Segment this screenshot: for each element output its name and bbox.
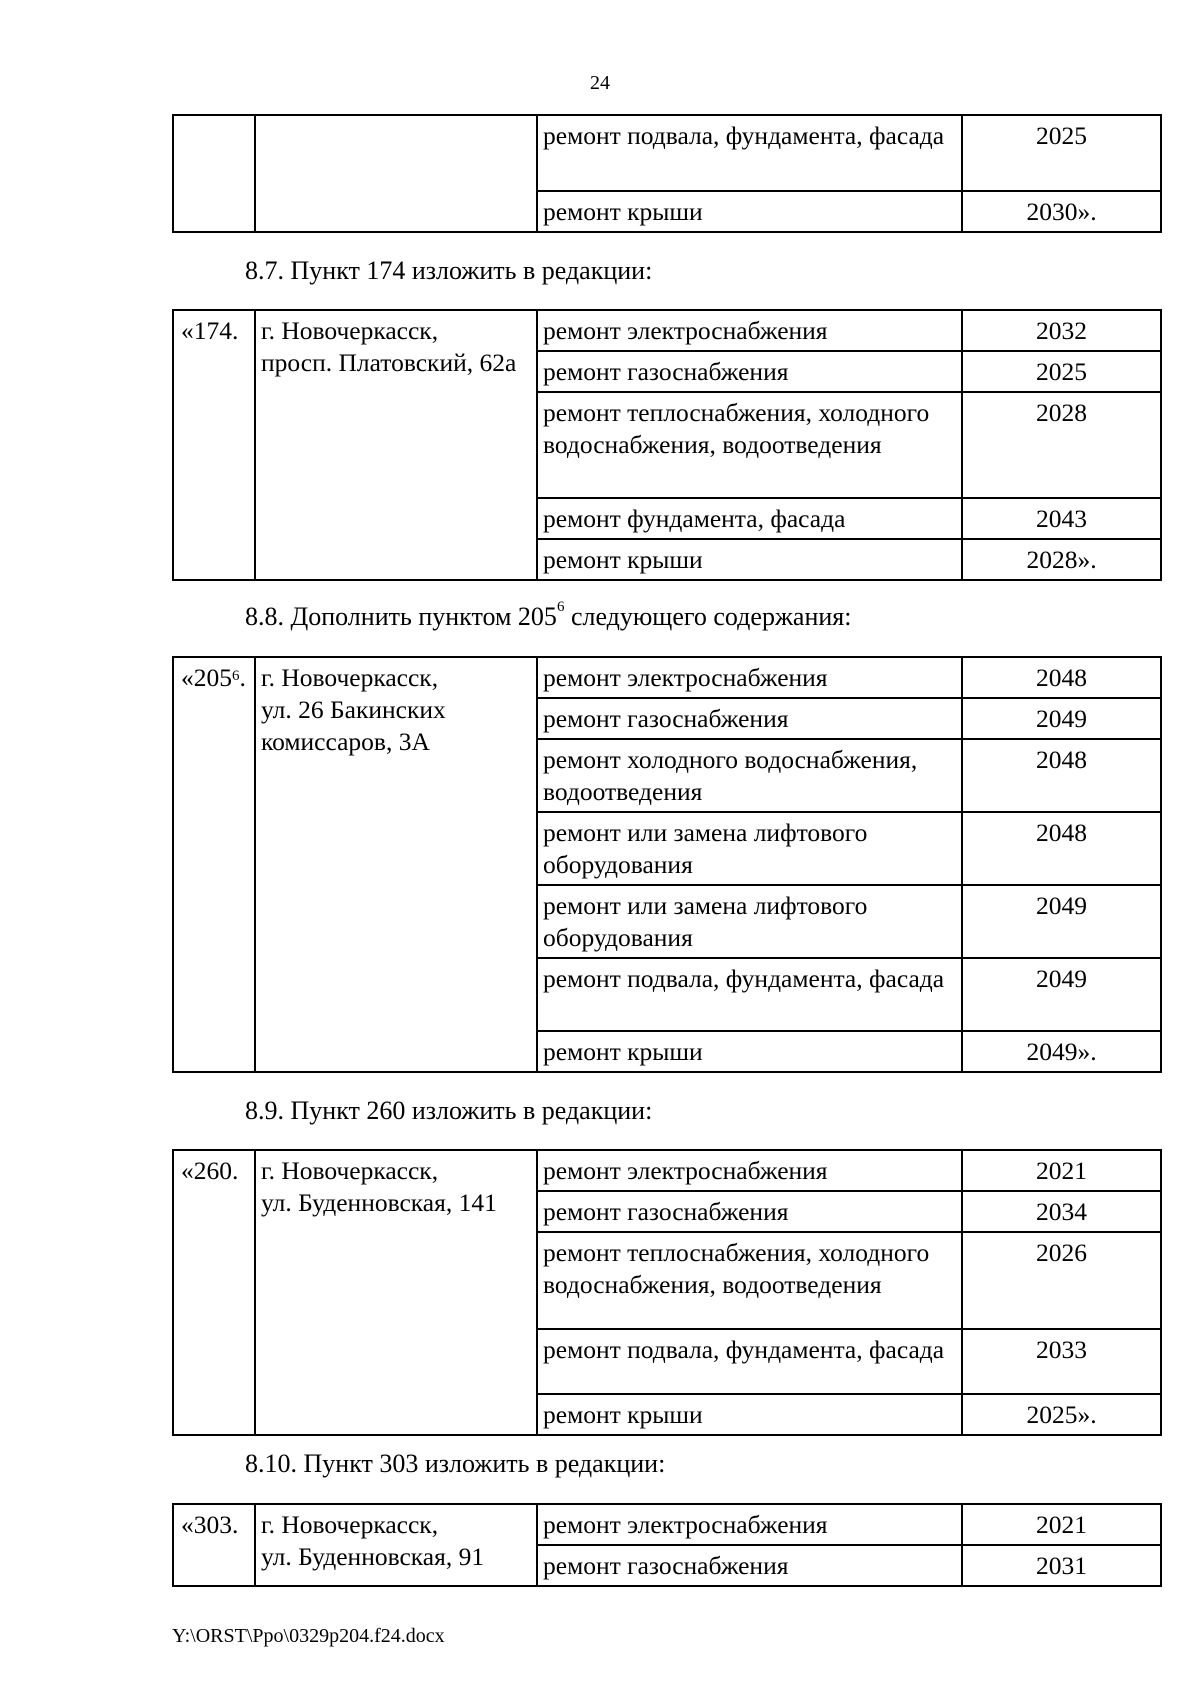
work-cell: ремонт или замена лифтового оборудования	[537, 812, 962, 885]
work-cell: ремонт теплоснабжения, холодного водоснабжения, водоотведения	[537, 392, 962, 498]
section-heading-8-10: 8.10. Пункт 303 изложить в редакции:	[245, 1449, 666, 1478]
schedule-table-303	[172, 1503, 1162, 1587]
work-cell: ремонт подвала, фундамента, фасада	[537, 1329, 962, 1394]
item-number-cell: «303.	[173, 1504, 255, 1586]
work-cell: ремонт газоснабжения	[537, 1191, 962, 1232]
year-cell: 2021	[962, 1150, 1161, 1191]
work-cell: ремонт подвала, фундамента, фасада	[537, 958, 962, 1031]
work-cell: ремонт крыши	[537, 191, 962, 232]
year-cell: 2030».	[962, 191, 1161, 232]
address-cell: г. Новочеркасск, просп. Платовский, 62а	[255, 310, 537, 580]
work-cell: ремонт электроснабжения	[537, 310, 962, 351]
heading-text: 8.8. Дополнить пунктом 205	[245, 602, 557, 631]
address-cell	[255, 115, 537, 232]
year-cell: 2025».	[962, 1394, 1161, 1435]
year-cell: 2031	[962, 1545, 1161, 1586]
year-cell: 2034	[962, 1191, 1161, 1232]
work-cell: ремонт теплоснабжения, холодного водоснабжения, водоотведения	[537, 1232, 962, 1329]
work-cell: ремонт фундамента, фасада	[537, 498, 962, 539]
address-cell: г. Новочеркасск, ул. Буденновская, 141	[255, 1150, 537, 1435]
year-cell: 2043	[962, 498, 1161, 539]
work-cell: ремонт крыши	[537, 1394, 962, 1435]
schedule-table-260	[172, 1149, 1162, 1436]
page-number: 24	[590, 72, 610, 94]
work-cell: ремонт холодного водоснабжения, водоотведения	[537, 739, 962, 812]
year-cell: 2021	[962, 1504, 1161, 1545]
item-number-dot: .	[239, 663, 246, 692]
year-cell: 2049».	[962, 1031, 1161, 1072]
address-cell: г. Новочеркасск, ул. 26 Бакинских комиссаров, 3А	[255, 657, 537, 1072]
year-cell: 2026	[962, 1232, 1161, 1329]
year-cell: 2048	[962, 812, 1161, 885]
work-cell: ремонт газоснабжения	[537, 1545, 962, 1586]
table-row	[173, 1150, 1161, 1191]
table-row	[173, 657, 1161, 698]
work-cell: ремонт крыши	[537, 539, 962, 580]
heading-text: следующего содержания:	[564, 602, 852, 631]
item-number-cell	[173, 657, 255, 1072]
work-cell: ремонт электроснабжения	[537, 1150, 962, 1191]
superscript: 6	[556, 599, 565, 615]
year-cell: 2025	[962, 351, 1161, 392]
work-cell: ремонт или замена лифтового оборудования	[537, 885, 962, 958]
item-number: «205	[181, 663, 232, 692]
schedule-table-205-6	[172, 656, 1162, 1073]
year-cell: 2032	[962, 310, 1161, 351]
year-cell: 2048	[962, 657, 1161, 698]
year-cell: 2028	[962, 392, 1161, 498]
item-number-cell	[173, 115, 255, 232]
work-cell: ремонт газоснабжения	[537, 351, 962, 392]
year-cell: 2033	[962, 1329, 1161, 1394]
work-cell: ремонт электроснабжения	[537, 1504, 962, 1545]
year-cell: 2048	[962, 739, 1161, 812]
section-heading-8-8	[245, 599, 852, 632]
work-cell: ремонт электроснабжения	[537, 657, 962, 698]
superscript: 6	[232, 668, 240, 684]
address-cell: г. Новочеркасск, ул. Буденновская, 91	[255, 1504, 537, 1586]
schedule-table-continued	[172, 114, 1162, 233]
year-cell: 2025	[962, 115, 1161, 191]
section-heading-8-7: 8.7. Пункт 174 изложить в редакции:	[245, 256, 653, 285]
table-row	[173, 310, 1161, 351]
year-cell: 2049	[962, 958, 1161, 1031]
item-number-cell: «260.	[173, 1150, 255, 1435]
schedule-table-174	[172, 309, 1162, 581]
file-path-footer: Y:\ORST\Ppo\0329p204.f24.docx	[172, 1625, 445, 1647]
item-number-cell: «174.	[173, 310, 255, 580]
year-cell: 2049	[962, 698, 1161, 739]
table-row	[173, 115, 1161, 191]
year-cell: 2028».	[962, 539, 1161, 580]
year-cell: 2049	[962, 885, 1161, 958]
work-cell: ремонт крыши	[537, 1031, 962, 1072]
table-row	[173, 1504, 1161, 1545]
work-cell: ремонт подвала, фундамента, фасада	[537, 115, 962, 191]
work-cell: ремонт газоснабжения	[537, 698, 962, 739]
section-heading-8-9: 8.9. Пункт 260 изложить в редакции:	[245, 1096, 653, 1125]
